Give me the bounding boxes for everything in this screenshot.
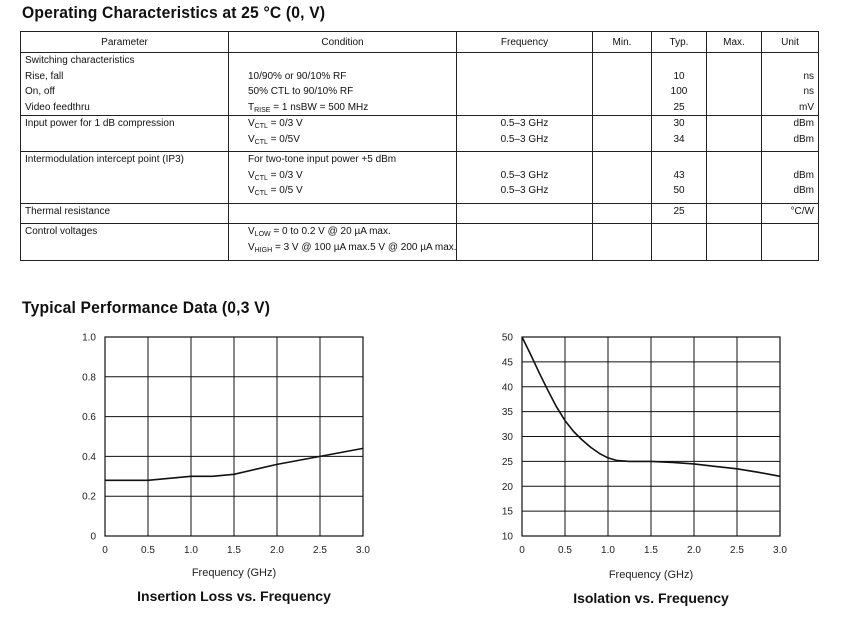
cell-unit <box>762 204 819 224</box>
symbol: V <box>248 133 255 145</box>
value-text: = 3 V @ 100 µA max.5 V @ 200 µA max. <box>272 241 457 253</box>
cell-line: Switching characteristics <box>25 55 135 66</box>
cell-condition <box>229 224 457 261</box>
insertion-loss-chart <box>60 320 390 610</box>
cell-line: dBm <box>793 185 814 196</box>
value-text: = 1 nsBW = 500 MHz <box>270 101 369 113</box>
cell-min <box>593 224 652 261</box>
cell-min <box>593 116 652 152</box>
cell-condition <box>229 152 457 204</box>
cell-line: ns <box>803 70 814 82</box>
header-max: Max. <box>707 32 762 53</box>
x-tick-label: 1.0 <box>184 545 198 556</box>
y-tick-label: 30 <box>501 432 513 443</box>
value-text: = 0/3 V <box>267 118 303 129</box>
cell-line <box>656 152 702 168</box>
x-tick-label: 0.5 <box>558 545 572 556</box>
x-tick-label: 2.0 <box>687 545 701 556</box>
table-row <box>21 152 819 204</box>
cell-typ <box>652 204 707 224</box>
cell-max <box>707 204 762 224</box>
cell-line <box>248 183 452 199</box>
x-tick-label: 1.5 <box>644 545 658 556</box>
cell-line: 10 <box>673 70 685 82</box>
cell-line <box>766 53 814 69</box>
x-tick-label: 3.0 <box>356 545 370 556</box>
y-tick-label: 1.0 <box>82 332 96 344</box>
header-unit: Unit <box>762 32 819 53</box>
cell-line: 0.5–3 GHz <box>500 118 549 129</box>
cell-line: 0.5–3 GHz <box>500 169 549 181</box>
cell-line: dBm <box>793 118 814 129</box>
x-tick-label: 1.0 <box>601 545 615 556</box>
cell-typ <box>652 116 707 152</box>
cell-line: 100 <box>670 86 688 97</box>
cell-max <box>707 152 762 204</box>
subscript: CTL <box>254 123 268 130</box>
x-axis-label: Frequency (GHz) <box>608 569 694 581</box>
header-frequency: Frequency <box>457 32 593 53</box>
cell-line: Intermodulation intercept point (IP3) <box>25 154 184 165</box>
value-text: = 0 to 0.2 V @ 20 µA max. <box>270 226 391 237</box>
symbol: V <box>248 169 255 181</box>
symbol: V <box>248 185 255 196</box>
cell-line <box>656 53 702 69</box>
cell-line <box>248 116 452 132</box>
operating-characteristics-table <box>20 31 819 261</box>
value-text: = 0/5V <box>267 133 300 145</box>
cell-line: ns <box>803 86 814 97</box>
cell-parameter <box>21 53 229 116</box>
header-condition: Condition <box>229 32 457 53</box>
cell-line <box>461 152 588 168</box>
cell-line: 10/90% or 90/10% RF <box>248 70 347 82</box>
subscript: RISE <box>254 106 271 114</box>
cell-line <box>766 152 814 168</box>
cell-line: dBm <box>793 133 814 145</box>
y-tick-label: 0.6 <box>82 412 96 424</box>
y-tick-label: 35 <box>501 407 513 419</box>
y-tick-label: 0.2 <box>82 491 96 503</box>
cell-frequency <box>457 53 593 116</box>
y-tick-label: 0 <box>90 531 96 543</box>
y-tick-label: 10 <box>501 531 513 543</box>
cell-unit <box>762 53 819 116</box>
cell-line: 43 <box>673 169 685 181</box>
cell-max <box>707 224 762 261</box>
value-text: = 0/5 V <box>267 185 303 196</box>
x-tick-label: 3.0 <box>773 545 787 556</box>
y-tick-label: 15 <box>501 506 513 518</box>
y-tick-label: 20 <box>501 481 513 493</box>
cell-line: Input power for 1 dB compression <box>25 118 175 129</box>
x-tick-label: 0 <box>519 545 525 556</box>
cell-line: mV <box>799 101 814 113</box>
cell-condition <box>229 53 457 116</box>
symbol: V <box>248 226 255 237</box>
section-title-operating-characteristics: Operating Characteristics at 25 °C (0, V) <box>22 3 326 22</box>
isolation-chart <box>480 320 810 610</box>
cell-line <box>248 53 452 69</box>
cell-unit <box>762 152 819 204</box>
subscript: LOW <box>254 231 271 238</box>
cell-condition <box>229 116 457 152</box>
cell-parameter <box>21 204 229 224</box>
cell-line <box>248 224 452 240</box>
x-axis-label: Frequency (GHz) <box>191 567 277 579</box>
table-row <box>21 224 819 261</box>
cell-frequency <box>457 152 593 204</box>
cell-min <box>593 204 652 224</box>
y-tick-label: 50 <box>501 332 513 344</box>
table-row <box>21 116 819 152</box>
cell-parameter <box>21 152 229 204</box>
header-parameter: Parameter <box>21 32 229 53</box>
chart-title: Insertion Loss vs. Frequency <box>137 588 331 604</box>
cell-line: 34 <box>673 133 685 145</box>
y-tick-label: 45 <box>501 357 513 369</box>
x-tick-label: 1.5 <box>227 545 241 556</box>
cell-line: °C/W <box>790 206 814 217</box>
cell-typ <box>652 152 707 204</box>
cell-line: 50% CTL to 90/10% RF <box>248 86 354 97</box>
cell-line: 25 <box>673 206 685 217</box>
cell-unit <box>762 224 819 261</box>
chart-title: Isolation vs. Frequency <box>573 590 729 606</box>
cell-parameter <box>21 224 229 261</box>
cell-line <box>248 168 452 184</box>
y-tick-label: 25 <box>501 456 513 468</box>
cell-line: dBm <box>793 169 814 181</box>
x-tick-label: 2.5 <box>313 545 327 556</box>
cell-typ <box>652 224 707 261</box>
cell-typ <box>652 53 707 116</box>
symbol: V <box>248 241 255 253</box>
cell-line: Control voltages <box>25 226 98 237</box>
header-min: Min. <box>593 32 652 53</box>
cell-unit <box>762 116 819 152</box>
cell-line: Video feedthru <box>25 101 90 113</box>
cell-line <box>248 100 452 116</box>
table-header-row <box>21 32 819 53</box>
x-tick-label: 0 <box>102 545 108 556</box>
cell-line <box>248 132 452 148</box>
y-tick-label: 0.4 <box>82 451 96 463</box>
subscript: HIGH <box>254 246 273 254</box>
cell-min <box>593 152 652 204</box>
cell-line: On, off <box>25 86 55 97</box>
cell-line: Thermal resistance <box>25 206 111 217</box>
cell-max <box>707 116 762 152</box>
section-title-typical-performance: Typical Performance Data (0,3 V) <box>22 298 271 317</box>
cell-min <box>593 53 652 116</box>
cell-line: 25 <box>673 101 685 113</box>
cell-frequency <box>457 116 593 152</box>
cell-line: For two-tone input power +5 dBm <box>248 154 397 165</box>
cell-condition <box>229 204 457 224</box>
subscript: CTL <box>254 190 268 197</box>
y-tick-label: 40 <box>501 382 513 394</box>
subscript: CTL <box>254 138 268 146</box>
header-typ: Typ. <box>652 32 707 53</box>
cell-frequency <box>457 204 593 224</box>
cell-line: 0.5–3 GHz <box>500 185 549 196</box>
subscript: CTL <box>254 174 268 182</box>
cell-max <box>707 53 762 116</box>
cell-line: Rise, fall <box>25 70 64 82</box>
cell-parameter <box>21 116 229 152</box>
table-row <box>21 53 819 116</box>
cell-line <box>248 240 457 256</box>
value-text: = 0/3 V <box>267 169 303 181</box>
cell-line: 50 <box>673 185 685 196</box>
x-tick-label: 0.5 <box>141 545 155 556</box>
y-tick-label: 0.8 <box>82 372 96 384</box>
x-tick-label: 2.0 <box>270 545 284 556</box>
cell-line: 0.5–3 GHz <box>500 133 549 145</box>
cell-frequency <box>457 224 593 261</box>
table-row <box>21 204 819 224</box>
symbol: T <box>248 101 255 113</box>
x-tick-label: 2.5 <box>730 545 744 556</box>
symbol: V <box>248 118 255 129</box>
cell-line: 30 <box>673 118 685 129</box>
